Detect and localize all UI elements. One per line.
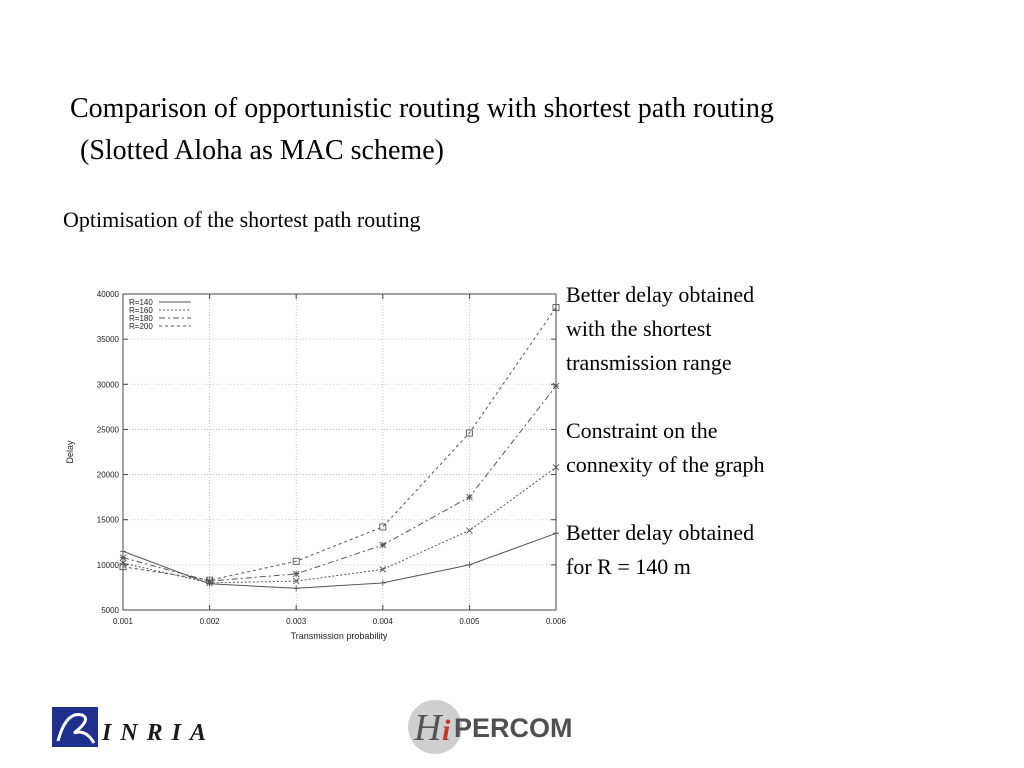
legend-label: R=200: [129, 322, 153, 331]
chart-legend: [129, 298, 191, 331]
y-tick-label: 30000: [96, 380, 119, 390]
series-r-200: [120, 305, 559, 584]
bullet-line: Constraint on the: [566, 418, 718, 443]
legend-label: R=160: [129, 306, 153, 315]
y-tick-label: 10000: [96, 560, 119, 570]
hipercom-logo: [406, 697, 606, 757]
y-axis-label: Delay: [65, 440, 75, 464]
hipercom-logo-i: i: [442, 714, 451, 747]
title-line-2: (Slotted Aloha as MAC scheme): [80, 135, 444, 166]
y-tick-label: 35000: [96, 335, 119, 345]
x-tick-label: 0.004: [372, 617, 393, 626]
data-point-marker: [553, 383, 559, 389]
data-point-marker: [120, 548, 126, 554]
axis-ticks: [97, 290, 566, 626]
bullet-paragraph: [566, 414, 866, 482]
data-point-marker: [380, 580, 386, 586]
bullet-line: connexity of the graph: [566, 452, 765, 477]
hipercom-logo-h: H: [414, 707, 442, 749]
bullet-line: for R = 140 m: [566, 554, 691, 579]
data-point-marker: [553, 530, 559, 536]
bullet-paragraph: [566, 516, 866, 584]
data-point-marker: [466, 494, 472, 500]
series-r-180: [120, 383, 559, 584]
y-tick-label: 25000: [96, 425, 119, 435]
bullet-line: with the shortest: [566, 316, 712, 341]
hipercom-logo-text: PERCOM: [454, 713, 573, 743]
y-tick-label: 15000: [96, 515, 119, 525]
series-line: [123, 533, 556, 588]
data-point-marker: [293, 571, 299, 577]
x-tick-label: 0.005: [459, 617, 480, 626]
y-tick-label: 5000: [101, 606, 119, 615]
chart-grid: [123, 294, 556, 610]
data-point-marker: [293, 585, 299, 591]
title-line-1: Comparison of opportunistic routing with shortest path routing: [70, 93, 774, 124]
series-r-160: [120, 464, 559, 586]
series-r-140: [120, 530, 559, 591]
y-tick-label: 40000: [96, 290, 119, 299]
y-tick-label: 20000: [96, 470, 119, 480]
data-point-marker: [466, 562, 472, 568]
series-line: [123, 467, 556, 583]
bullet-line: Better delay obtained: [566, 282, 755, 307]
chart-series: [120, 305, 559, 592]
x-tick-label: 0.001: [112, 617, 134, 626]
series-line: [123, 386, 556, 581]
slide-title: [70, 88, 970, 172]
slide-subtitle: Optimisation of the shortest path routing: [63, 207, 421, 232]
inria-logo-text: INRIA: [102, 720, 216, 746]
x-tick-label: 0.006: [545, 617, 566, 626]
legend-label: R=180: [129, 314, 153, 323]
bullet-paragraph: [566, 278, 866, 380]
x-tick-label: 0.003: [286, 617, 307, 626]
bullet-line: Better delay obtained: [566, 520, 755, 545]
plot-frame: [123, 294, 556, 610]
x-axis-label: Transmission probability: [290, 631, 388, 641]
series-line: [123, 308, 556, 581]
x-tick-label: 0.002: [199, 617, 220, 626]
inria-logo: [52, 703, 232, 751]
legend-label: R=140: [129, 298, 153, 307]
data-point-marker: [120, 555, 126, 561]
delay-line-chart: [56, 278, 566, 648]
bullet-list: [566, 278, 866, 618]
bullet-line: transmission range: [566, 350, 732, 375]
data-point-marker: [380, 542, 386, 548]
